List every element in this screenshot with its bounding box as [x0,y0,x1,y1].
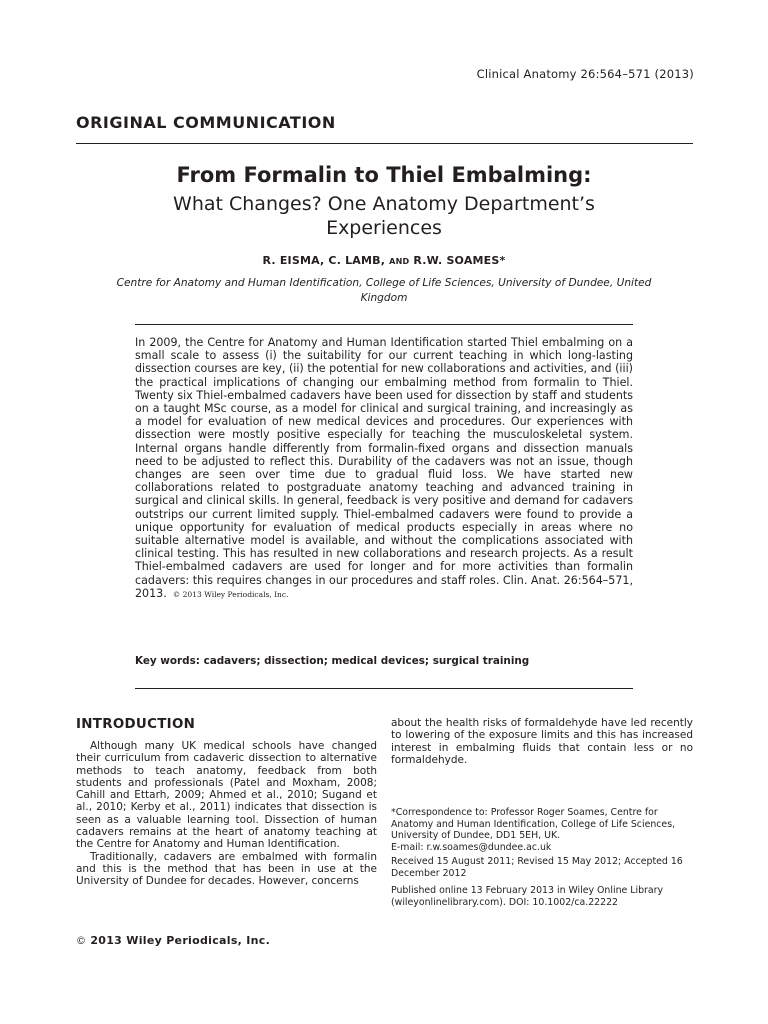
footer-text: 2013 Wiley Periodicals, Inc. [90,934,271,947]
copyright-icon: © [76,936,87,947]
intro-paragraph-3: about the health risks of formaldehyde have led recently to lowering of the exposure limits and this has increased interest in embalming fluids that contain less or no formaldehyde. [391,717,693,766]
abstract-text: In 2009, the Centre for Anatomy and Human Identification started Thiel embalming on a small scale to assess (i) the suitability for our current teaching in which long-lasting dissection courses are key, (ii) the potential for new collaborations and activities, and (iii) the practical implications of changing our embalming method from formalin to Thiel. Twenty six Thiel-embalmed cadavers have been used for dissection by staff and students on a taught MSc course, as a model for clinical and surgical training, and increasingly as a model for evaluation of new medical devices and procedures. Our experiences with dissection were mostly positive especially for teaching the musculoskeletal system. Internal organs handle differently from formalin-fixed organs and dissection manuals need to be adjusted to reflect this. Durability of the cadavers was not an issue, though changes are seen over time due to gradual fluid loss. We have started new collaborations related to postgraduate anatomy teaching and advanced training in surgical and clinical skills. In general, feedback is very positive and demand for cadavers outstrips our current limited supply. Thiel-embalmed cadavers were found to provide a unique opportunity for evaluation of medical products especially in areas where no suitable alternative model is available, and without the complications associated with clinical testing. This has resulted in new collaborations and research projects. As a result Thiel-embalmed cadavers are used for longer and for more activities than formalin cadavers: this requires changes in our procedures and staff roles. Clin. Anat. 26:564–571, 2013. [135,336,633,600]
right-column [391,717,693,766]
authors-and: AND [389,257,410,266]
published-info: Published online 13 February 2013 in Wiley Online Library (wileyonlinelibrary.com). DOI: 10.1002/ca.22222 [391,885,664,908]
keywords: Key words: cadavers; dissection; medical devices; surgical training [135,655,530,667]
abstract-top-rule [135,324,633,325]
journal-reference: Clinical Anatomy 26:564–571 (2013) [476,67,694,81]
correspondence-text: *Correspondence to: Professor Roger Soames, Centre for Anatomy and Human Identification, College of Life Sciences, University of Dundee, DD1 5EH, UK. [391,807,676,841]
correspondence-note [391,807,693,853]
abstract-copyright: © 2013 Wiley Periodicals, Inc. [172,589,289,599]
abstract [135,336,633,601]
article-subtitle-text: What Changes? One Anatomy Department’s Experiences [173,193,595,239]
left-column [76,740,377,888]
article-title: From Formalin to Thiel Embalming: [176,163,592,187]
received-dates: Received 15 August 2011; Revised 15 May 2012; Accepted 16 December 2012 [391,856,683,879]
header-rule [76,143,693,144]
footer-copyright [76,934,270,947]
abstract-bottom-rule [135,688,633,689]
article-subtitle [0,192,768,240]
section-label: ORIGINAL COMMUNICATION [76,113,336,132]
author-list [0,254,768,267]
authors-part1: R. EISMA, C. LAMB, [262,254,390,267]
intro-paragraph-1: Although many UK medical schools have changed their curriculum from cadaveric dissection to alternative methods to teach anatomy, feedback from both students and professionals (Patel and Moxham, 2008; Cahill and Ettarh, 2009; Ahmed et al., 2010; Sugand et al., 2010; Kerby et al., 2011) indicates that dissection is seen as a valuable learning tool. Dissection of human cadavers remains at the heart of anatomy teaching at the Centre for Anatomy and Human Identification. [76,740,377,851]
introduction-heading: INTRODUCTION [76,717,196,732]
affiliation: Centre for Anatomy and Human Identification, College of Life Sciences, University of Dundee, United Kingdom [116,277,652,304]
correspondence-email: E-mail: r.w.soames@dundee.ac.uk [391,841,552,853]
intro-paragraph-2: Traditionally, cadavers are embalmed with formalin and this is the method that has been in use at the University of Dundee for decades. However, concerns [76,850,377,888]
authors-part2: R.W. SOAMES* [409,254,506,267]
